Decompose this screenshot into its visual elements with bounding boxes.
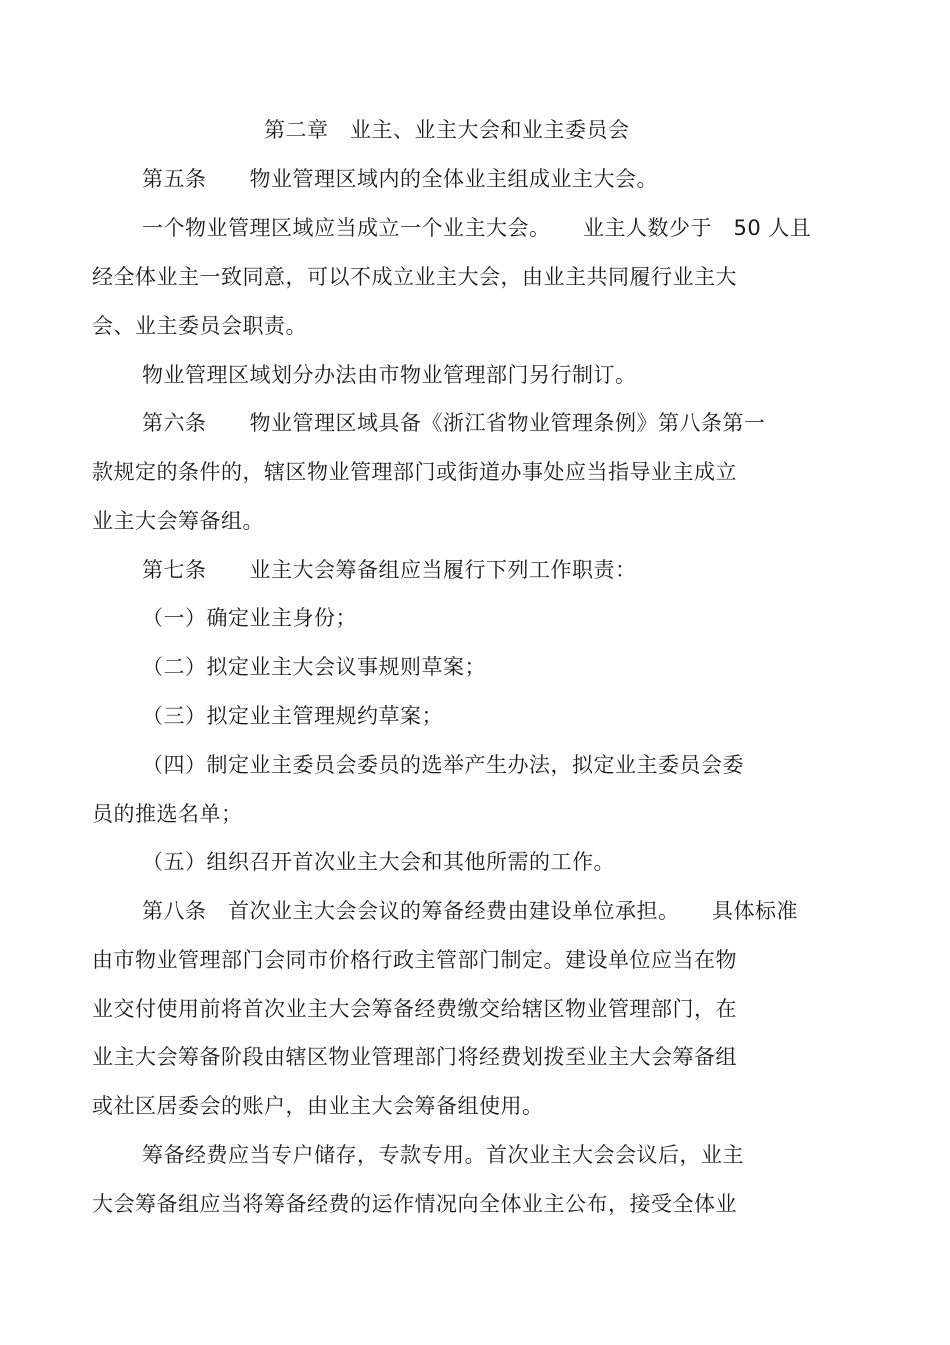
list-item: （一）确定业主身份； [142,606,357,630]
paragraph-line: 经全体业主一致同意，可以不成立业主大会，由业主共同履行业主大 [92,265,737,289]
paragraph-line: 物业管理区域划分办法由市物业管理部门另行制订。 [142,363,637,387]
article-6-line-1: 第六条 物业管理区域具备《浙江省物业管理条例》第八条第一 [142,411,766,435]
list-item: （四）制定业主委员会委员的选举产生办法，拟定业主委员会委 [142,753,744,777]
list-item: （二）拟定业主大会议事规则草案； [142,655,486,679]
paragraph-line: 款规定的条件的，辖区物业管理部门或街道办事处应当指导业主成立 [92,460,737,484]
chapter-title: 第二章 业主、业主大会和业主委员会 [264,118,630,142]
paragraph-line: 大会筹备组应当将筹备经费的运作情况向全体业主公布，接受全体业 [92,1192,737,1216]
list-item: （三）拟定业主管理规约草案； [142,704,443,728]
paragraph-line: 筹备经费应当专户储存，专款专用。首次业主大会会议后，业主 [142,1143,744,1167]
paragraph-line: 业主大会筹备组。 [92,509,264,533]
paragraph-line: 业主大会筹备阶段由辖区物业管理部门将经费划拨至业主大会筹备组 [92,1045,737,1069]
paragraph-line: 一个物业管理区域应当成立一个业主大会。 业主人数少于 50 人且 [142,216,812,240]
list-item-continuation: 员的推选名单； [92,802,243,826]
article-7-line-1: 第七条 业主大会筹备组应当履行下列工作职责： [142,558,637,582]
paragraph-line: 业交付使用前将首次业主大会筹备经费缴交给辖区物业管理部门，在 [92,997,737,1021]
paragraph-line: 会、业主委员会职责。 [92,314,307,338]
article-8-line-1: 第八条 首次业主大会会议的筹备经费由建设单位承担。 具体标准 [142,899,798,923]
paragraph-line: 或社区居委会的账户，由业主大会筹备组使用。 [92,1094,544,1118]
list-item: （五）组织召开首次业主大会和其他所需的工作。 [142,850,615,874]
paragraph-line: 由市物业管理部门会同市价格行政主管部门制定。建设单位应当在物 [92,948,737,972]
article-5-line-1: 第五条 物业管理区域内的全体业主组成业主大会。 [142,167,658,191]
